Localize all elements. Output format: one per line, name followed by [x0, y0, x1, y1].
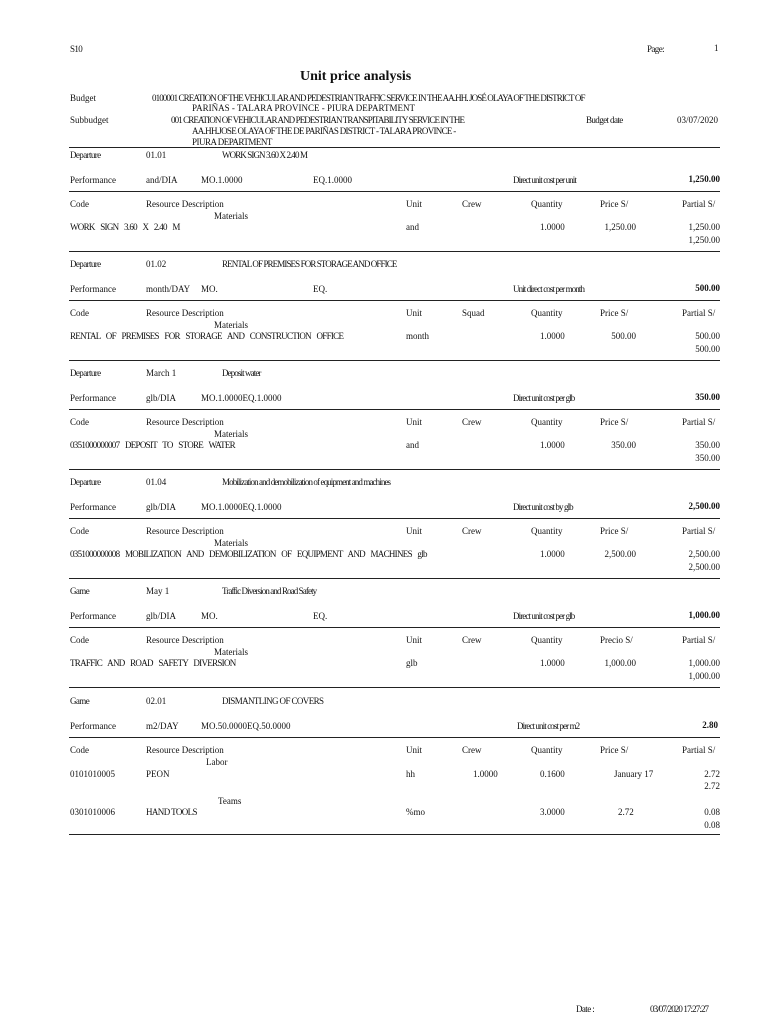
direct-cost-label: Unit direct cost per month	[513, 284, 585, 294]
subtotal: 2.72	[704, 781, 720, 791]
category-label: Materials	[214, 538, 248, 548]
col-resource: Resource Description	[146, 308, 224, 318]
col-partial: Partial S/	[682, 745, 716, 755]
divider	[69, 191, 720, 192]
col-partial: Partial S/	[682, 417, 716, 427]
row-partial: 2,500.00	[688, 549, 720, 559]
performance-label: Performance	[70, 502, 116, 512]
performance-mo: MO.50.0000EQ.50.0000	[201, 721, 291, 731]
col-resource: Resource Description	[146, 526, 224, 536]
subbudget-line1: 001 CREATION OF VEHICULAR AND PEDESTRIAN TRANSPITABILITY SERVICE IN THE	[171, 115, 465, 125]
col-resource: Resource Description	[146, 635, 224, 645]
row-code: RENTAL OF PREMISES FOR STORAGE AND CONSTRUCTION OFFICE	[70, 331, 344, 341]
subbudget-line2: AA.HH.JOSE OLAYA OF THE DE PARIÑAS DISTRICT - TALARA PROVINCE -	[192, 126, 456, 136]
divider	[69, 737, 720, 738]
performance-eq: EQ.1.0000	[313, 175, 352, 185]
col-resource: Resource Description	[146, 199, 224, 209]
row-unit: %mo	[406, 807, 425, 817]
item-number: March 1	[146, 368, 177, 378]
performance-label: Performance	[70, 175, 116, 185]
col-resource: Resource Description	[146, 745, 224, 755]
direct-cost-value: 1,250.00	[688, 174, 720, 184]
row-qty: 1.0000	[540, 440, 565, 450]
subbudget-label: Subbudget	[70, 115, 109, 125]
row-partial: 500.00	[695, 331, 720, 341]
direct-cost-label: Direct unit cost by glb	[513, 502, 573, 512]
performance-eq: EQ.	[313, 611, 328, 621]
performance-label: Performance	[70, 611, 116, 621]
divider	[69, 687, 720, 688]
col-unit: Unit	[406, 635, 423, 645]
performance-unit: month/DAY	[146, 284, 191, 294]
row-price: 1,250.00	[604, 222, 636, 232]
row-code: 0101010005	[70, 769, 115, 779]
performance-unit: and/DIA	[146, 175, 178, 185]
performance-mo: MO.1.0000EQ.1.0000	[201, 393, 282, 403]
item-name: Deposit water	[222, 368, 261, 378]
page-label: Page:	[647, 44, 664, 54]
row-partial: 350.00	[695, 440, 720, 450]
col-crew: Crew	[462, 417, 482, 427]
subtotal: 2,500.00	[688, 562, 720, 572]
row-qty: 0.1600	[540, 769, 565, 779]
col-unit: Unit	[406, 745, 423, 755]
col-code: Code	[70, 526, 89, 536]
divider	[69, 409, 720, 410]
direct-cost-value: 1,000.00	[688, 610, 720, 620]
direct-cost-label: Direct unit cost per glb	[513, 611, 575, 621]
item-number: 01.02	[146, 259, 167, 269]
divider	[69, 147, 720, 148]
performance-eq: EQ.	[313, 284, 328, 294]
divider	[69, 518, 720, 519]
row-crew: 1.0000	[473, 769, 498, 779]
category-label: Teams	[218, 796, 242, 806]
direct-cost-value: 2,500.00	[688, 501, 720, 511]
col-quantity: Quantity	[531, 199, 563, 209]
item-number: 02.01	[146, 696, 167, 706]
item-name: DISMANTLING OF COVERS	[222, 696, 324, 706]
item-name: WORK SIGN 3.60 X 2.40 M	[222, 150, 308, 160]
item-kind: Departure	[70, 259, 101, 269]
row-unit: month	[406, 331, 430, 341]
row-qty: 1.0000	[540, 222, 565, 232]
performance-mo: MO.1.0000EQ.1.0000	[201, 502, 282, 512]
col-code: Code	[70, 199, 89, 209]
row-partial: 2.72	[704, 769, 720, 779]
col-resource: Resource Description	[146, 417, 224, 427]
subtotal: 1,250.00	[688, 235, 720, 245]
row-desc: HAND TOOLS	[146, 807, 197, 817]
col-unit: Unit	[406, 308, 423, 318]
col-quantity: Quantity	[531, 745, 563, 755]
direct-cost-label: Direct unit cost per glb	[513, 393, 575, 403]
col-code: Code	[70, 417, 89, 427]
performance-unit: glb/DIA	[146, 502, 176, 512]
subtotal: 1,000.00	[688, 671, 720, 681]
row-qty: 1.0000	[540, 658, 565, 668]
budget-line2: PARIÑAS - TALARA PROVINCE - PIURA DEPARTMENT	[192, 103, 415, 113]
direct-cost-label: Direct unit cost per m2	[517, 721, 580, 731]
col-quantity: Quantity	[531, 635, 563, 645]
col-partial: Partial S/	[682, 635, 716, 645]
direct-cost-value: 350.00	[695, 392, 720, 402]
item-number: 01.01	[146, 150, 167, 160]
col-price: Price S/	[600, 745, 629, 755]
col-price: Price S/	[600, 308, 629, 318]
col-crew: Crew	[462, 745, 482, 755]
category-label: Materials	[214, 320, 248, 330]
budget-label: Budget	[70, 93, 96, 103]
row-code: WORK SIGN 3.60 X 2.40 M	[70, 222, 180, 232]
performance-mo: MO.1.0000	[201, 175, 243, 185]
row-price: 350.00	[611, 440, 636, 450]
row-unit: glb	[406, 658, 418, 668]
row-price: January 17	[614, 769, 654, 779]
col-crew: Crew	[462, 526, 482, 536]
row-code: TRAFFIC AND ROAD SAFETY DIVERSION	[70, 658, 236, 668]
row-price: 2,500.00	[604, 549, 636, 559]
item-kind: Game	[70, 696, 90, 706]
col-price: Price S/	[600, 526, 629, 536]
divider	[69, 300, 720, 301]
performance-mo: MO.	[201, 611, 218, 621]
row-qty: 1.0000	[540, 549, 565, 559]
col-partial: Partial S/	[682, 308, 716, 318]
footer-date-value: 03/07/2020 17:27:27	[650, 1004, 709, 1014]
row-qty: 3.0000	[540, 807, 565, 817]
performance-unit: m2/DAY	[146, 721, 179, 731]
col-quantity: Quantity	[531, 308, 563, 318]
performance-label: Performance	[70, 721, 116, 731]
page-number: 1	[714, 43, 719, 53]
col-price: Price S/	[600, 199, 629, 209]
report-code: S10	[70, 44, 83, 54]
item-name: Traffic Diversion and Road Safety	[222, 586, 317, 596]
row-code: 0351000000008 MOBILIZATION AND DEMOBILIZATION OF EQUIPMENT AND MACHINES glb	[70, 549, 427, 559]
row-partial: 0.08	[704, 807, 720, 817]
item-name: Mobilization and demobilization of equipment and machines	[222, 477, 391, 487]
page-title: Unit price analysis	[300, 69, 412, 84]
item-number: 01.04	[146, 477, 167, 487]
col-crew: Crew	[462, 199, 482, 209]
performance-mo: MO.	[201, 284, 218, 294]
divider	[69, 360, 720, 361]
performance-unit: glb/DIA	[146, 611, 176, 621]
row-partial: 1,250.00	[688, 222, 720, 232]
col-code: Code	[70, 635, 89, 645]
subtotal: 0.08	[704, 820, 720, 830]
category-label: Materials	[214, 211, 248, 221]
footer-date-label: Date :	[576, 1004, 595, 1014]
performance-label: Performance	[70, 284, 116, 294]
col-crew: Squad	[462, 308, 485, 318]
col-partial: Partial S/	[682, 199, 716, 209]
row-price: 2.72	[618, 807, 634, 817]
row-unit: and	[406, 222, 419, 232]
performance-unit: glb/DIA	[146, 393, 176, 403]
subtotal: 500.00	[695, 344, 720, 354]
budget-line1: 0100001 CREATION OF THE VEHICULAR AND PEDESTRIAN TRAFFIC SERVICE IN THE AA.HH. JOSÉ OLAYA OF THE DISTRICT OF	[152, 93, 585, 103]
item-kind: Departure	[70, 150, 101, 160]
row-qty: 1.0000	[540, 331, 565, 341]
col-unit: Unit	[406, 526, 423, 536]
row-desc: PEON	[146, 769, 170, 779]
subtotal: 350.00	[695, 453, 720, 463]
col-quantity: Quantity	[531, 417, 563, 427]
direct-cost-label: Direct unit cost per unit	[513, 175, 576, 185]
item-kind: Departure	[70, 368, 101, 378]
col-partial: Partial S/	[682, 526, 716, 536]
item-kind: Game	[70, 586, 90, 596]
col-code: Code	[70, 745, 89, 755]
performance-label: Performance	[70, 393, 116, 403]
row-code: 0351000000007 DEPOSIT TO STORE WATER	[70, 440, 235, 450]
col-price: Price S/	[600, 417, 629, 427]
category-label: Labor	[206, 757, 228, 767]
col-unit: Unit	[406, 199, 423, 209]
divider	[69, 469, 720, 470]
col-code: Code	[70, 308, 89, 318]
divider	[69, 627, 720, 628]
col-unit: Unit	[406, 417, 423, 427]
divider	[69, 834, 720, 835]
budget-date-value: 03/07/2020	[677, 115, 719, 125]
row-code: 0301010006	[70, 807, 115, 817]
col-crew: Crew	[462, 635, 482, 645]
category-label: Materials	[214, 647, 248, 657]
item-kind: Departure	[70, 477, 101, 487]
direct-cost-value: 2.80	[702, 720, 718, 730]
subbudget-line3: PIURA DEPARTMENT	[192, 137, 272, 147]
direct-cost-value: 500.00	[695, 283, 720, 293]
item-name: RENTAL OF PREMISES FOR STORAGE AND OFFICE	[222, 259, 397, 269]
budget-date-label: Budget date	[586, 115, 623, 125]
category-label: Materials	[214, 429, 248, 439]
row-unit: hh	[406, 769, 415, 779]
divider	[69, 578, 720, 579]
col-quantity: Quantity	[531, 526, 563, 536]
divider	[69, 251, 720, 252]
row-unit: and	[406, 440, 419, 450]
col-price: Precio S/	[600, 635, 633, 645]
row-price: 1,000.00	[604, 658, 636, 668]
row-partial: 1,000.00	[688, 658, 720, 668]
item-number: May 1	[146, 586, 170, 596]
row-price: 500.00	[611, 331, 636, 341]
